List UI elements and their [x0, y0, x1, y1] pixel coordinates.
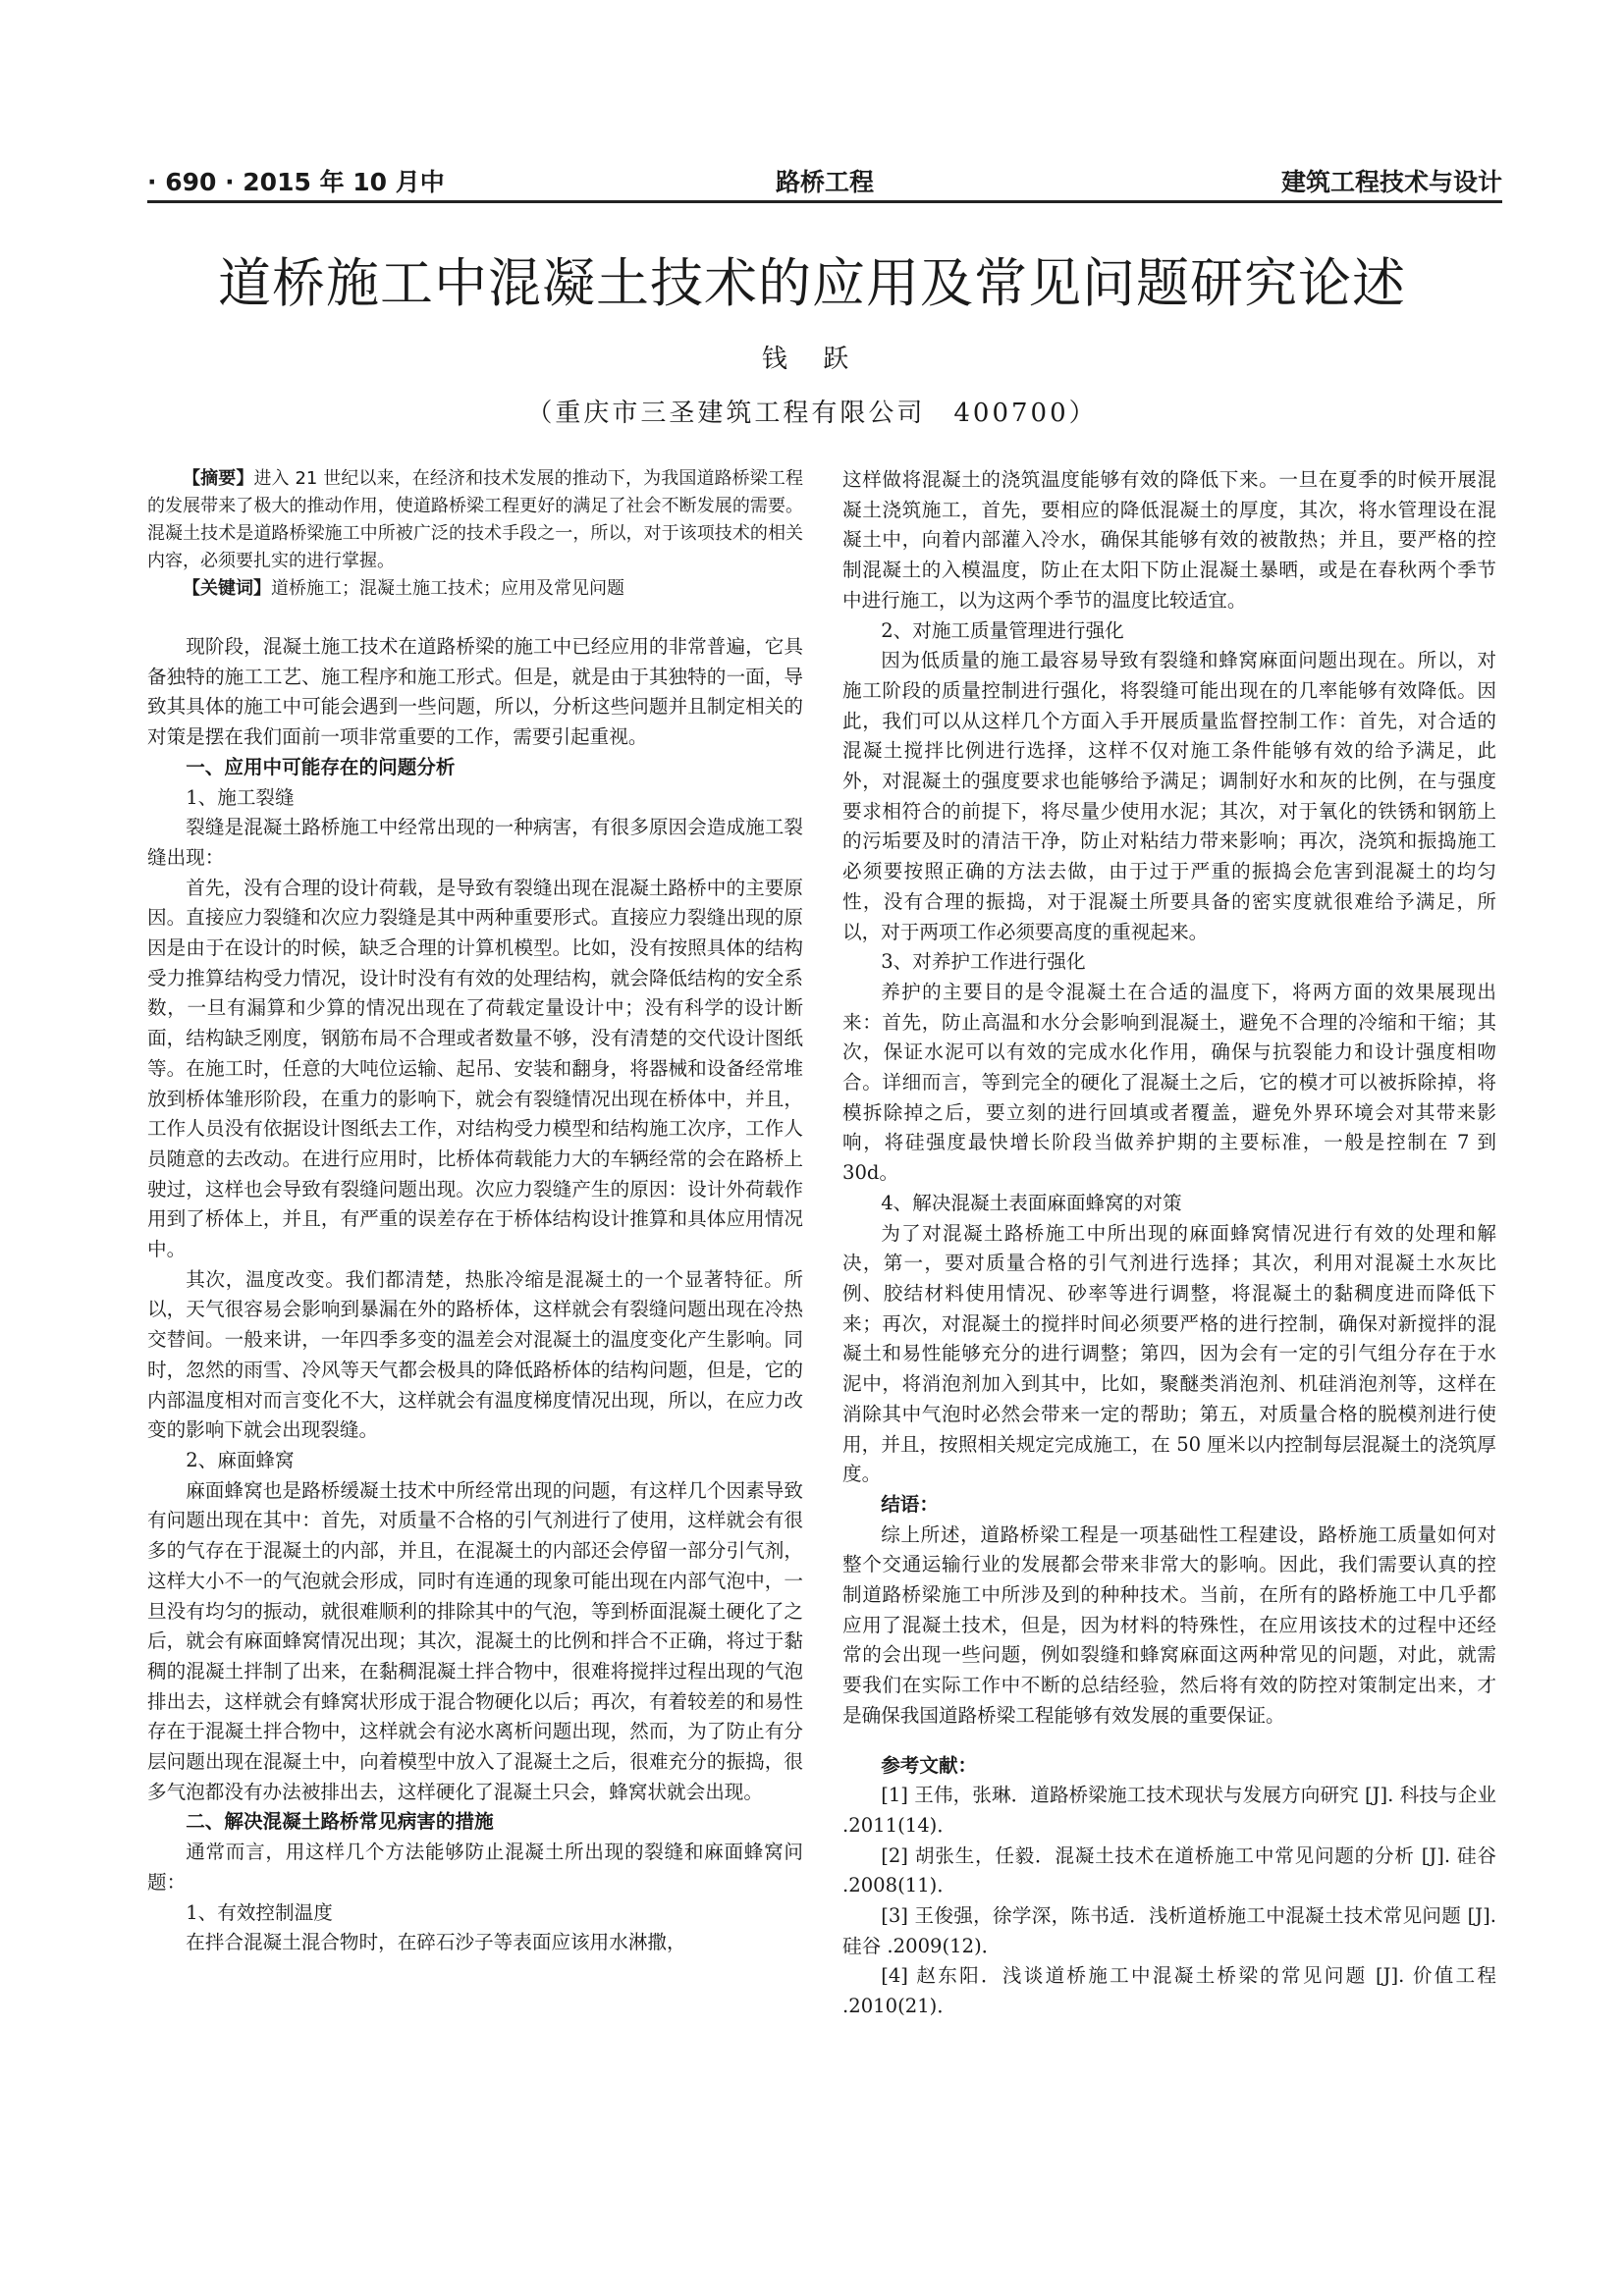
conclusion-paragraph: 综上所述，道路桥梁工程是一项基础性工程建设，路桥施工质量如何对整个交通运输行业的发展都会带来非常大的影响。因此，我们需要认真的控制道路桥梁施工中所涉及到的种种技术。当前，在所有的路桥施工中几乎都应用了混凝土技术，但是，因为材料的特殊性，在应用该技术的过程中还经常的会出现一些问题，例如裂缝和蜂窝麻面这两种常见的问题，对此，就需要我们在实际工作中不断的总结经验，然后将有效的防控对策制定出来，才是确保我国道路桥梁工程能够有效发展的重要保证。 [842, 1522, 1496, 1727]
keywords-text: 道桥施工；混凝土施工技术；应用及常见问题 [271, 578, 624, 599]
left-column [147, 465, 803, 1958]
intro-paragraph: 现阶段，混凝土施工技术在道路桥梁的施工中已经应用的非常普遍，它具备独特的施工工艺、施工程序和施工形式。但是，就是由于其独特的一面，导致其具体的施工中可能会遇到一些问题，所以，分析这些问题并且制定相关的对策是摆在我们面前一项非常重要的工作，需要引起重视。 [147, 635, 803, 749]
section-heading-1: 一、应用中可能存在的问题分析 [186, 755, 456, 778]
subsection-heading-2-1: 1、有效控制温度 [186, 1900, 333, 1924]
subsection-heading-2-4: 4、解决混凝土表面麻面蜂窝的对策 [881, 1191, 1182, 1214]
page-number-date: · 690 · 2015 年 10 月中 [147, 168, 445, 196]
references-heading: 参考文献： [881, 1753, 978, 1777]
paragraph: 首先，没有合理的设计荷载，是导致有裂缝出现在混凝土路桥中的主要原因。直接应力裂缝和次应力裂缝是其中两种重要形式。直接应力裂缝出现的原因是由于在设计的时候，缺乏合理的计算机模型。比如，没有按照具体的结构受力推算结构受力情况，设计时没有有效的处理结构，就会降低结构的安全系数，一旦有漏算和少算的情况出现在了荷载定量设计中；没有科学的设计断面，结构缺乏刚度，钢筋布局不合理或者数量不够，没有清楚的交代设计图纸等。在施工时，任意的大吨位运输、起吊、安装和翻身，将器械和设备经常堆放到桥体雏形阶段，在重力的影响下，就会有裂缝情况出现在桥体中，并且，工作人员没有依据设计图纸去工作，对结构受力模型和结构施工次序，工作人员随意的去改动。在进行应用时，比桥体荷载能力大的车辆经常的会在路桥上驶过，这样也会导致有裂缝问题出现。次应力裂缝产生的原因：设计外荷载作用到了桥体上，并且，有严重的误差存在于桥体结构设计推算和具体应用情况中。 [147, 876, 803, 1261]
keywords [147, 575, 803, 603]
spacer [842, 1732, 1496, 1751]
paragraph: 其次，温度改变。我们都清楚，热胀冷缩是混凝土的一个显著特征。所以，天气很容易会影响到暴漏在外的路桥体，这样就会有裂缝问题出现在冷热交替间。一般来讲，一年四季多变的温差会对混凝土的温度变化产生影响。同时，忽然的雨雪、冷风等天气都会极具的降低路桥体的结构问题，但是，它的内部温度相对而言变化不大，这样就会有温度梯度情况出现，所以，在应力改变的影响下就会出现裂缝。 [147, 1267, 803, 1442]
author-affiliation: （重庆市三圣建筑工程有限公司 400700） [526, 399, 1098, 428]
section-heading-2: 二、解决混凝土路桥常见病害的措施 [186, 1810, 494, 1834]
right-column [842, 465, 1496, 2022]
reference-item: [1] 王伟，张琳．道路桥梁施工技术现状与发展方向研究 [J]. 科技与企业 .2011(14)． [842, 1784, 1496, 1837]
paragraph: 养护的主要目的是令混凝土在合适的温度下，将两方面的效果展现出来：首先，防止高温和水分会影响到混凝土，避免不合理的冷缩和干缩；其次，保证水泥可以有效的完成水化作用，确保与抗裂能力和设计强度相吻合。详细而言，等到完全的硬化了混凝土之后，它的模才可以被拆除掉，将模拆除掉之后，要立刻的进行回填或者覆盖，避免外界环境会对其带来影响，将硅强度最快增长阶段当做养护期的主要标准，一般是控制在 7 到 30d。 [842, 980, 1496, 1185]
paragraph: 这样做将混凝土的浇筑温度能够有效的降低下来。一旦在夏季的时候开展混凝土浇筑施工，首先，要相应的降低混凝土的厚度，其次，将水管理设在混凝土中，向着内部灌入冷水，确保其能够有效的被散热；并且，要严格的控制混凝土的入模温度，防止在太阳下防止混凝土暴晒，或是在春秋两个季节中进行施工，以为这两个季节的温度比较适宜。 [842, 468, 1496, 612]
subsection-heading-2-3: 3、对养护工作进行强化 [881, 950, 1086, 974]
abstract-text: 进入 21 世纪以来，在经济和技术发展的推动下，为我国道路桥梁工程的发展带来了极大的推动作用，使道路桥梁工程更好的满足了社会不断发展的需要。混凝土技术是道路桥梁施工中所被广泛的技术手段之一，所以，对于该项技术的相关内容，必须要扎实的进行掌握。 [147, 468, 803, 571]
subsection-heading-2-2: 2、对施工质量管理进行强化 [881, 618, 1124, 642]
abstract [147, 465, 803, 575]
paragraph: 因为低质量的施工最容易导致有裂缝和蜂窝麻面问题出现在。所以，对施工阶段的质量控制进行强化，将裂缝可能出现在的几率能够有效降低。因此，我们可以从这样几个方面入手开展质量监督控制工作：首先，对合适的混凝土搅拌比例进行选择，这样不仅对施工条件能够有效的给予满足，此外，对混凝土的强度要求也能够给予满足；调制好水和灰的比例，在与强度要求相符合的前提下，将尽量少使用水泥；其次，对于氧化的铁锈和钢筋上的污垢要及时的清洁干净，防止对粘结力带来影响；再次，浇筑和振捣施工必须要按照正确的方法去做，由于过于严重的振捣会危害到混凝土的均匀性，没有合理的振捣，对于混凝土所要具备的密实度就很难给予满足，所以，对于两项工作必须要高度的重视起来。 [842, 649, 1496, 943]
paragraph: 麻面蜂窝也是路桥缓凝土技术中所经常出现的问题，有这样几个因素导致有问题出现在其中：首先，对质量不合格的引气剂进行了使用，这样就会有很多的气存在于混凝土的内部，并且，在混凝土的内部还会停留一部分引气剂，这样大小不一的气泡就会形成，同时有连通的现象可能出现在内部气泡中，一旦没有均匀的振动，就很难顺利的排除其中的气泡，等到桥面混凝土硬化了之后，就会有麻面蜂窝情况出现；其次，混凝土的比例和拌合不正确，将过于黏稠的混凝土拌制了出来，在黏稠混凝土拌合物中，很难将搅拌过程出现的气泡排出去，这样就会有蜂窝状形成于混合物硬化以后；再次，有着较差的和易性存在于混凝土拌合物中，这样就会有泌水离析问题出现，然而，为了防止有分层问题出现在混凝土中，向着模型中放入了混凝土之后，很难充分的振捣，很多气泡都没有办法被排出去，这样硬化了混凝土只会，蜂窝状就会出现。 [147, 1478, 803, 1803]
reference-item: [2] 胡张生，任毅．混凝土技术在道桥施工中常见问题的分析 [J]. 硅谷 .2008(11)． [842, 1843, 1496, 1897]
running-header [147, 163, 1502, 202]
subsection-heading-1-1: 1、施工裂缝 [186, 785, 295, 809]
keywords-label: 【关键词】 [183, 578, 271, 599]
paragraph: 裂缝是混凝土路桥施工中经常出现的一种病害，有很多原因会造成施工裂缝出现： [147, 816, 803, 869]
paragraph: 为了对混凝土路桥施工中所出现的麻面蜂窝情况进行有效的处理和解决，第一，要对质量合格的引气剂进行选择；其次，利用对混凝土水灰比例、胶结材料使用情况、砂率等进行调整，将混凝土的黏稠度进而降低下来；再次，对混凝土的搅拌时间必须要严格的进行控制，确保对新搅拌的混凝土和易性能够充分的进行调整；第四，因为会有一定的引气组分存在于水泥中，将消泡剂加入到其中，比如，聚醚类消泡剂、机硅消泡剂等，这样在消除其中气泡时必然会带来一定的帮助；第五，对质量合格的脱模剂进行使用，并且，按照相关规定完成施工，在 50 厘米以内控制每层混凝土的浇筑厚度。 [842, 1221, 1496, 1486]
paragraph: 在拌合混凝土混合物时，在碎石沙子等表面应该用水淋撒， [186, 1931, 686, 1954]
spacer [147, 603, 803, 632]
subsection-heading-1-2: 2、麻面蜂窝 [186, 1448, 295, 1471]
section-name: 路桥工程 [775, 168, 874, 196]
reference-item: [3] 王俊强，徐学深，陈书适．浅析道桥施工中混凝土技术常见问题 [J]. 硅谷 .2009(12)． [842, 1904, 1496, 1957]
abstract-label: 【摘要】 [183, 468, 254, 489]
journal-column: 建筑工程技术与设计 [1280, 168, 1502, 196]
reference-item: [4] 赵东阳．浅谈道桥施工中混凝土桥梁的常见问题 [J]. 价值工程 .2010(21)． [842, 1964, 1496, 2018]
paragraph: 通常而言，用这样几个方法能够防止混凝土所出现的裂缝和麻面蜂窝问题： [147, 1841, 803, 1894]
conclusion-heading: 结语： [881, 1492, 939, 1516]
article-title: 道桥施工中混凝土技术的应用及常见问题研究论述 [218, 252, 1406, 314]
header-rule [147, 200, 1502, 203]
author-name: 钱 跃 [761, 345, 863, 374]
